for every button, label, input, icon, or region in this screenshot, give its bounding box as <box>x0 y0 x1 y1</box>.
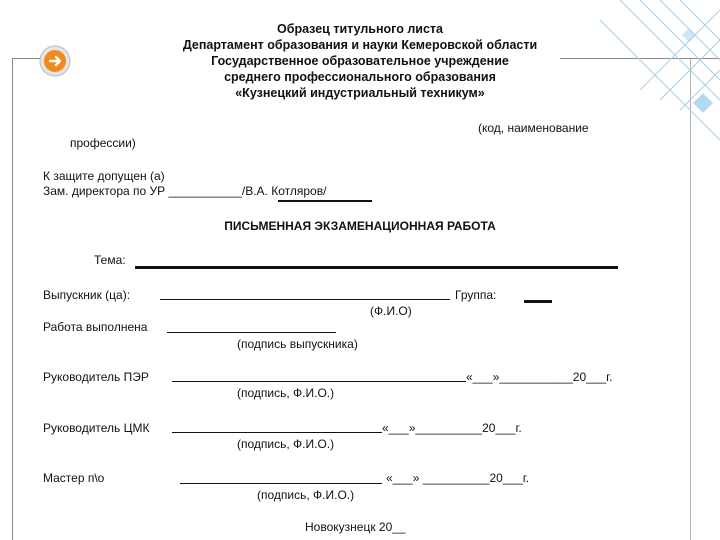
theme-line <box>135 266 618 269</box>
sign-fio-hint-master: (подпись, Ф.И.О.) <box>257 488 355 502</box>
group-label: Группа: <box>455 288 497 302</box>
cmk-label: Руководитель ЦМК <box>43 421 150 435</box>
code-name-label: (код, наименование <box>478 121 589 135</box>
cmk-date: «___»__________20___г. <box>382 421 522 435</box>
header-line-4: среднего профессионального образования <box>224 70 496 84</box>
graduate-label: Выпускник (ца): <box>43 288 131 302</box>
sign-fio-hint-cmk: (подпись, Ф.И.О.) <box>237 437 335 451</box>
fio-hint: (Ф.И.О) <box>370 304 412 318</box>
master-line <box>180 483 382 484</box>
work-title: ПИСЬМЕННАЯ ЭКЗАМЕНАЦИОННАЯ РАБОТА <box>224 219 496 233</box>
pep-label: Руководитель ПЭР <box>43 370 149 384</box>
cmk-line <box>172 432 382 433</box>
header-line-2: Департамент образования и науки Кемеровской области <box>182 38 538 52</box>
header-line-3: Государственное образовательное учреждение <box>211 54 509 68</box>
master-label: Мастер п\о <box>43 471 105 485</box>
master-date: «___» __________20___г. <box>386 471 530 485</box>
pep-line <box>172 381 466 382</box>
sign-fio-hint-pep: (подпись, Ф.И.О.) <box>237 386 335 400</box>
deputy-name: /В.А. Котляров/ <box>241 184 327 198</box>
admitted-label: К защите допущен (а) <box>43 169 165 183</box>
sign-graduate-hint: (подпись выпускника) <box>237 337 358 351</box>
work-done-line <box>167 332 336 333</box>
frame-left <box>12 58 13 540</box>
deputy-underline <box>278 200 372 202</box>
deputy-line <box>43 184 326 198</box>
profession-label: профессии) <box>70 136 136 150</box>
graduate-line <box>160 299 450 300</box>
header-line-1: Образец титульного листа <box>277 22 443 36</box>
city-year: Новокузнецк 20__ <box>305 520 406 534</box>
work-done-label: Работа выполнена <box>43 320 148 334</box>
header-line-5: «Кузнецкий индустриальный техникум» <box>235 86 485 100</box>
theme-label: Тема: <box>94 253 126 267</box>
deputy-prefix: Зам. директора по УР ___________ <box>43 184 242 198</box>
pep-date: «___»___________20___г. <box>466 370 613 384</box>
group-line <box>524 300 552 303</box>
